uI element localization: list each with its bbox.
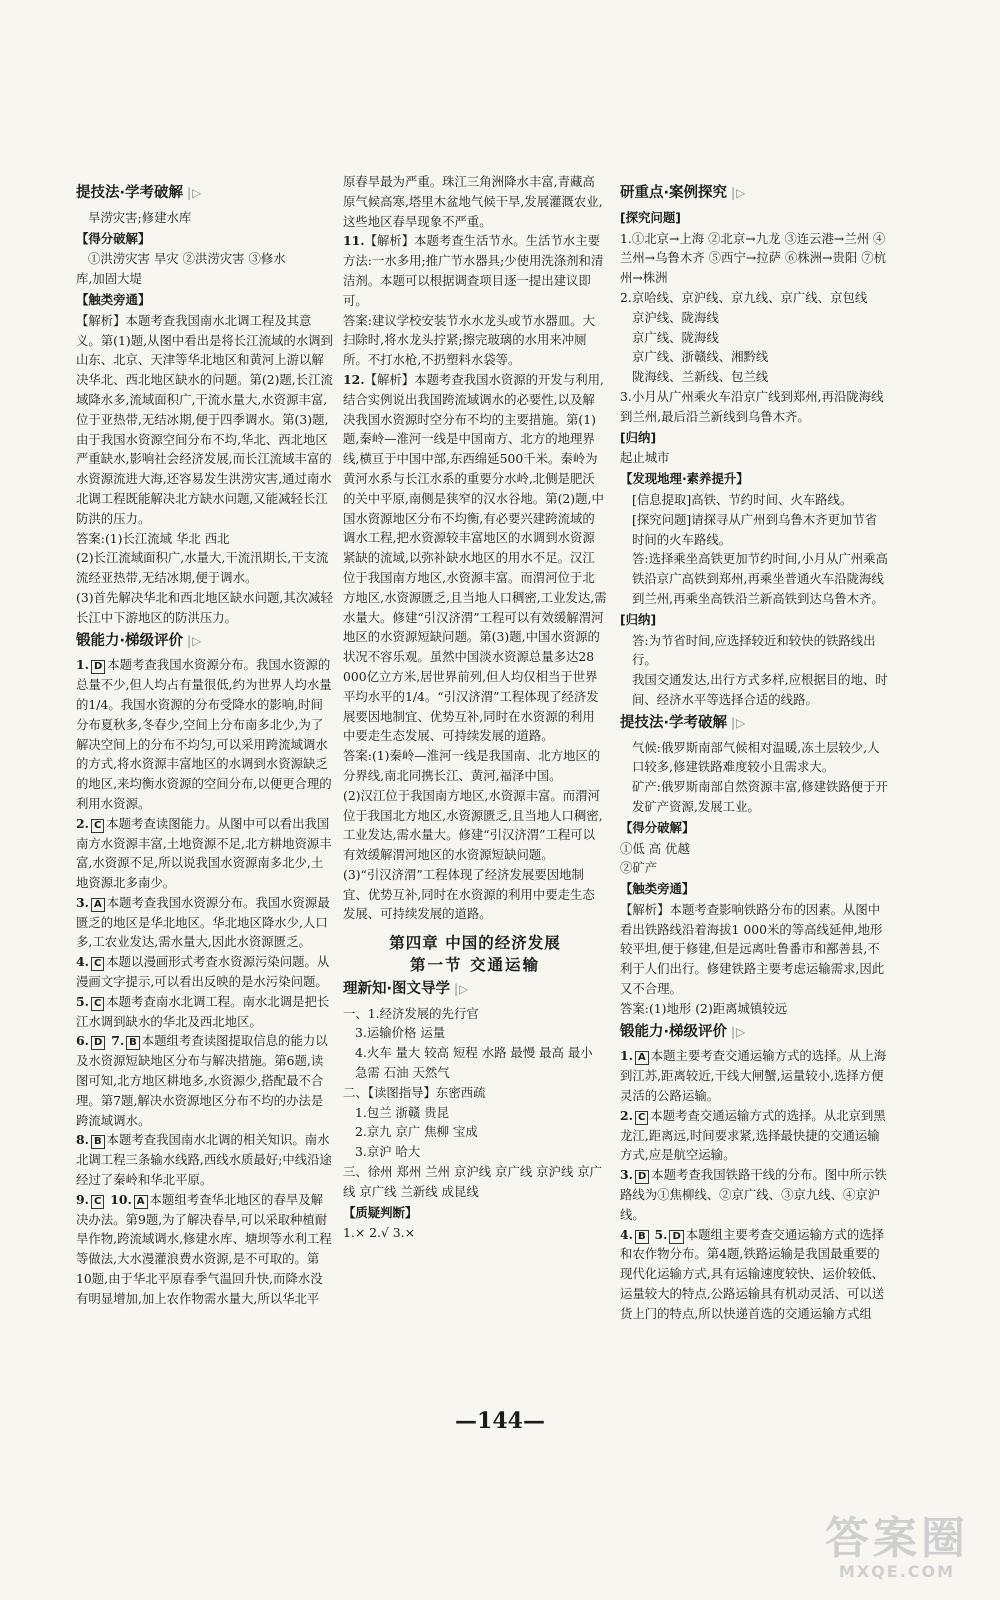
question-item: 12.【解析】本题考查我国水资源的开发与利用,结合实例说出我国跨流域调水的必要性,以及解决我国水资源时空分布不均的主要措施。第(1)题,秦岭—淮河一线是中国南方、北方的地理界线,横亘于中国中部,东西绵延500千米。秦岭为黄河水系与长江水系的重要分水岭,北侧是肥沃的关中平原,南侧是狭窄的汉水谷地。第(2)题,中国水资源地区分布不均衡,有必要兴建跨流域的调水工程,把水资源较丰富地区的水调到水资源紧缺的流域,以弥补缺水地区的用水不足。汉江位于我国南方地区,水资源丰富。而渭河位于北方地区,水资源匮乏,且当地人口稠密,工业发达,需水量大。修建“引汉济渭”工程可以有效缓解渭河地区的水资源短缺问题。第(3)题,中国水资源的状况不容乐观。虽然中国淡水资源总量多达28 000亿立方米,居世界前列,但人均仅相当于世界平均水平的1/4。“引汉济渭”工程体现了经济发展要因地制宜、优势互补,同时在水资源的利用中要走生态发展、可持续发展的道路。: [343, 371, 607, 744]
text-line: 我国交通发达,出行方式多样,应根据目的地、时间、经济水平等选择合适的线路。: [632, 672, 888, 707]
watermark-url: MXQE.COM: [838, 1562, 956, 1581]
text-line: ①低 高 优越: [620, 840, 690, 856]
text-line: 3.京沪 哈大: [355, 1144, 421, 1160]
section-decoration-icon: |▷: [731, 186, 747, 200]
section-decoration-icon: |▷: [731, 1024, 747, 1039]
text-line: 一、1.经济发展的先行官: [343, 1005, 479, 1021]
text-line: 二、【读图指导】东密西疏: [343, 1084, 486, 1100]
tag-label: [归纳]: [620, 611, 657, 627]
answer-badge: D: [91, 660, 105, 674]
question-item: 11.【解析】本题考查生活节水。生活节水主要方法:一水多用;推广节水器具;少使用洗涤剂和清洁剂。本题可以根据调查项目逐一提出建议即可。: [343, 233, 604, 308]
section-heading: 锻能力·梯级评价 |▷: [76, 632, 334, 652]
question-item: 8. B 本题考查我国南水北调的相关知识。南水北调工程三条输水线路,西线水质最好;中线沿途经过了秦岭和华北平原。: [76, 1132, 332, 1188]
tag-label: 【触类旁通】: [620, 881, 695, 897]
tag-label: [探究问题]: [620, 209, 681, 225]
text-line: 旱涝灾害;修建水库: [88, 209, 192, 225]
section-decoration-icon: |▷: [187, 633, 203, 648]
tag-label: 【得分破解】: [620, 819, 695, 835]
text-line: 京广线、陇海线: [632, 329, 719, 345]
answer-line: 答案:(1)长江流域 华北 西北: [76, 530, 230, 546]
text-line: 3.运输价格 运量: [355, 1025, 446, 1041]
question-item: 3. A 本题考查我国水资源分布。我国水资源最匮乏的地区是华北地区。华北地区降水少,人口多,工农业发达,需水量大,因此水资源匮乏。: [76, 894, 330, 950]
column-middle: [343, 172, 607, 1243]
text-line: 答:为节省时间,应选择较近和较快的铁路线出行。: [632, 632, 876, 668]
answer-line: (3)“引汉济渭”工程体现了经济发展要因地制宜、优势互补,同时在水资源的利用中要走生态发展、可持续发展的道路。: [343, 866, 595, 922]
answer-line: (2)汉江位于我国南方地区,水资源丰富。而渭河位于我国北方地区,水资源匮乏,且当地人口稠密,工业发达,需水量大。修建“引汉济渭”工程可以有效缓解渭河地区的水资源短缺问题。: [343, 787, 603, 863]
text-line: ①洪涝灾害 旱灾 ②洪涝灾害 ③修水: [88, 251, 286, 267]
answer-badge: D: [635, 1170, 649, 1184]
answer-badge: D: [669, 1230, 683, 1244]
question-item: 6. D 7. B 本题组考查读图提取信息的能力以及水资源短缺地区分布与解决措施。第6题,读图可知,北方地区耕地多,水资源少,搭配最不合理。第7题,解决水资源地区分布不均的办法是跨流域调水。: [76, 1033, 328, 1128]
question-item: 3. D 本题考查我国铁路干线的分布。图中所示铁路线为①焦柳线、②京广线、③京九线、④京沪线。: [620, 1167, 887, 1222]
tag-label: 【质疑判断】: [343, 1204, 418, 1220]
text-line: 三、徐州 郑州 兰州 京沪线 京广线 京沪线 京广线 京广线 兰新线 成昆线: [343, 1164, 603, 1199]
answer-line: 答案:建议学校安装节水水龙头或节水器皿。大扫除时,将水龙头拧紧;擦完玻璃的水用来冲厕所。不打水枪,不扔塑料水袋等。: [343, 312, 595, 368]
answer-badge: C: [91, 1195, 104, 1209]
answer-badge: C: [635, 1111, 648, 1125]
section-decoration-icon: |▷: [454, 981, 470, 996]
answer-badge: B: [635, 1230, 649, 1244]
text-line: ②矿产: [620, 860, 658, 876]
tag-label: 【得分破解】: [76, 230, 151, 246]
answer-badge: A: [635, 1051, 649, 1065]
section-decoration-icon: |▷: [187, 186, 203, 200]
text-line: 京沪线、陇海线: [632, 309, 719, 325]
answer-badge: A: [134, 1195, 148, 1209]
text-line: 1.①北京→上海 ②北京→九龙 ③连云港→兰州 ④兰州→乌鲁木齐 ⑤西宁→拉萨 ⑥株洲→贵阳 ⑦杭州→株洲: [620, 230, 886, 286]
question-item: 1. D 本题考查我国水资源分布。我国水资源的总量不少,但人均占有量很低,约为世界人均水量的1/4。我国水资源的分布受降水的影响,时间分布夏秋多,冬春少,空间上分布南多北少,为了解决空间上的分布不均匀,可以采用跨流域调水的方式,将水资源丰富地区的水调到水资源缺乏的地区,来均衡水资源的空间分布,以便更合理的利用水资源。: [76, 657, 332, 811]
text-line: [信息提取]高铁、节约时间、火车路线。: [632, 491, 853, 507]
section-heading: 理新知·图文导学 |▷: [343, 980, 607, 1000]
question-item: 5. C 本题考查南水北调工程。南水北调是把长江水调到缺水的华北及西北地区。: [76, 993, 330, 1029]
question-item: 2. C 本题考查交通运输方式的选择。从北京到黑龙江,距离远,时间要求紧,选择最快捷的交通运输方式,应是航空运输。: [620, 1107, 886, 1163]
watermark-logo: [812, 1513, 982, 1586]
text-line: 2.京哈线、京沪线、京九线、京广线、京包线: [620, 289, 868, 305]
text-line: 京广线、浙赣线、湘黔线: [632, 349, 769, 365]
column-right: [620, 180, 888, 1324]
question-item: 4. B 5. D 本题组主要考查交通运输方式的选择和农作物分布。第4题,铁路运输是我国最重要的现代化运输方式,具有运输速度较快、运价较低、运量较大的特点,公路运输具有机动灵活、可以送货上门的特点,所以快递首选的交通运输方式组: [620, 1226, 885, 1321]
text-line: 3.小月从广州乘火车沿京广线到郑州,再沿陇海线到兰州,最后沿兰新线到乌鲁木齐。: [620, 388, 884, 424]
tag-label: 【触类旁通】: [76, 291, 151, 307]
analysis-paragraph: 【解析】本题考查影响铁路分布的因素。从图中看出铁路线沿着海拔1 000米的等高线延伸,地形较平坦,便于修建,但是远离吐鲁番市和鄯善县,不利于人们出行。修建铁路主要考虑运输需求,因此又不合理。: [620, 901, 885, 997]
answer-badge: C: [91, 997, 104, 1011]
text-line: 库,加固大堤: [76, 271, 142, 287]
answer-line: (2)长江流域面积广,水量大,干流汛期长,干支流流经亚热带,无结冰期,便于调水。: [76, 550, 329, 586]
section-heading: 锻能力·梯级评价 |▷: [620, 1023, 888, 1043]
text-line: 2.京九 京广 焦柳 宝成: [355, 1124, 478, 1140]
watermark-text: 答案圈: [825, 1513, 969, 1564]
text-line: 4.火车 量大 较高 短程 水路 最慢 最高 最小 急需 石油 天然气: [355, 1045, 593, 1081]
text-line: 1.包兰 浙赣 贵昆: [355, 1104, 450, 1120]
column-left: [76, 180, 334, 1309]
text-line: 气候:俄罗斯南部气候相对温暖,冻土层较少,人口较多,修建铁路难度较小且需求大。: [632, 739, 880, 775]
answer-badge: C: [91, 819, 104, 833]
text-line: 答:选择乘坐高铁更加节约时间,小月从广州乘高铁沿京广高铁到郑州,再乘坐普通火车沿陇海线到兰州,再乘坐高铁沿兰新高铁到达乌鲁木齐。: [632, 551, 888, 606]
text-line: [探究问题]请探寻从广州到乌鲁木齐更加节省时间的火车路线。: [632, 511, 878, 547]
tag-label: 【发现地理·素养提升】: [620, 471, 749, 487]
answer-line: 答案:(1)地形 (2)距离城镇较远: [620, 1000, 788, 1016]
section-heading: 提技法·学考破解 |▷: [620, 714, 888, 734]
chapter-title: 第四章 中国的经济发展: [389, 934, 561, 953]
answer-badge: B: [91, 1135, 105, 1149]
question-item: 9. C 10. A 本题组考查华北地区的春旱及解决办法。第9题,为了解决春旱,可以采取种植耐旱作物,跨流域调水,修建水库、塘坝等水利工程等做法,大水漫灌浪费水资源,是不可取的。第10题,由于华北平原春季气温回升快,而降水没有明显增加,加上农作物需水量大,所以华北平: [76, 1191, 332, 1306]
question-item: 4. C 本题以漫画形式考查水资源污染问题。从漫画文字提示,可以看出反映的是水污染问题。: [76, 954, 330, 990]
answer-badge: A: [91, 898, 105, 912]
text-line: 矿产:俄罗斯南部自然资源丰富,修建铁路便于开发矿产资源,发展工业。: [632, 779, 888, 814]
text-line: 1.× 2.√ 3.×: [343, 1225, 416, 1241]
section-decoration-icon: |▷: [731, 715, 747, 730]
answer-badge: B: [126, 1036, 140, 1050]
text-line: 起止城市: [620, 450, 670, 466]
answer-badge: D: [91, 1036, 105, 1050]
section-heading: 提技法·学考破解 |▷: [76, 184, 334, 204]
analysis-paragraph: 【解析】本题考查我国南水北调工程及其意义。第(1)题,从图中看出是将长江流域的水调到山东、北京、天津等华北地区和黄河上游以解决华北、西北地区缺水的问题。第(2)题,长江流域降水多,流域面积广,干流水量大,水资源丰富,位于亚热带,无结冰期,便于四季调水。第(3)题,由于我国水资源空间分布不均,华北、西北地区严重缺水,影响社会经济发展,而长江流域丰富的水资源流进大海,还容易发生洪涝灾害,通过南水北调工程既能解决北方缺水问题,又能减轻长江防洪的压力。: [76, 312, 333, 526]
text-line: 原春旱最为严重。珠江三角洲降水丰富,青藏高原气候高寒,塔里木盆地气候干旱,发展灌溉农业,这些地区春旱现象不严重。: [343, 174, 603, 229]
section-heading: 研重点·案例探究 |▷: [620, 184, 888, 204]
question-item: 1. A 本题主要考查交通运输方式的选择。从上海到江苏,距离较近,干线大闸蟹,运量较小,选择方便灵活的公路运输。: [620, 1048, 887, 1104]
tag-label: [归纳]: [620, 429, 657, 445]
text-line: 陇海线、兰新线、包兰线: [632, 369, 769, 385]
answer-badge: C: [91, 957, 104, 971]
answer-line: 答案:(1)秦岭—淮河一线是我国南、北方地区的分界线,南北同携长江、黄河,福泽中国。: [343, 748, 601, 783]
section-title: 第一节 交通运输: [410, 956, 540, 975]
question-item: 2. C 本题考查读图能力。从图中可以看出我国南方水资源丰富,土地资源不足,北方耕地资源丰富,水资源不足,所以说我国水资源南多北少,土地资源北多南少。: [76, 815, 332, 891]
page-number: —144—: [455, 1408, 545, 1434]
answer-line: (3)首先解决华北和西北地区缺水问题,其次减轻长江中下游地区的防洪压力。: [76, 589, 333, 625]
